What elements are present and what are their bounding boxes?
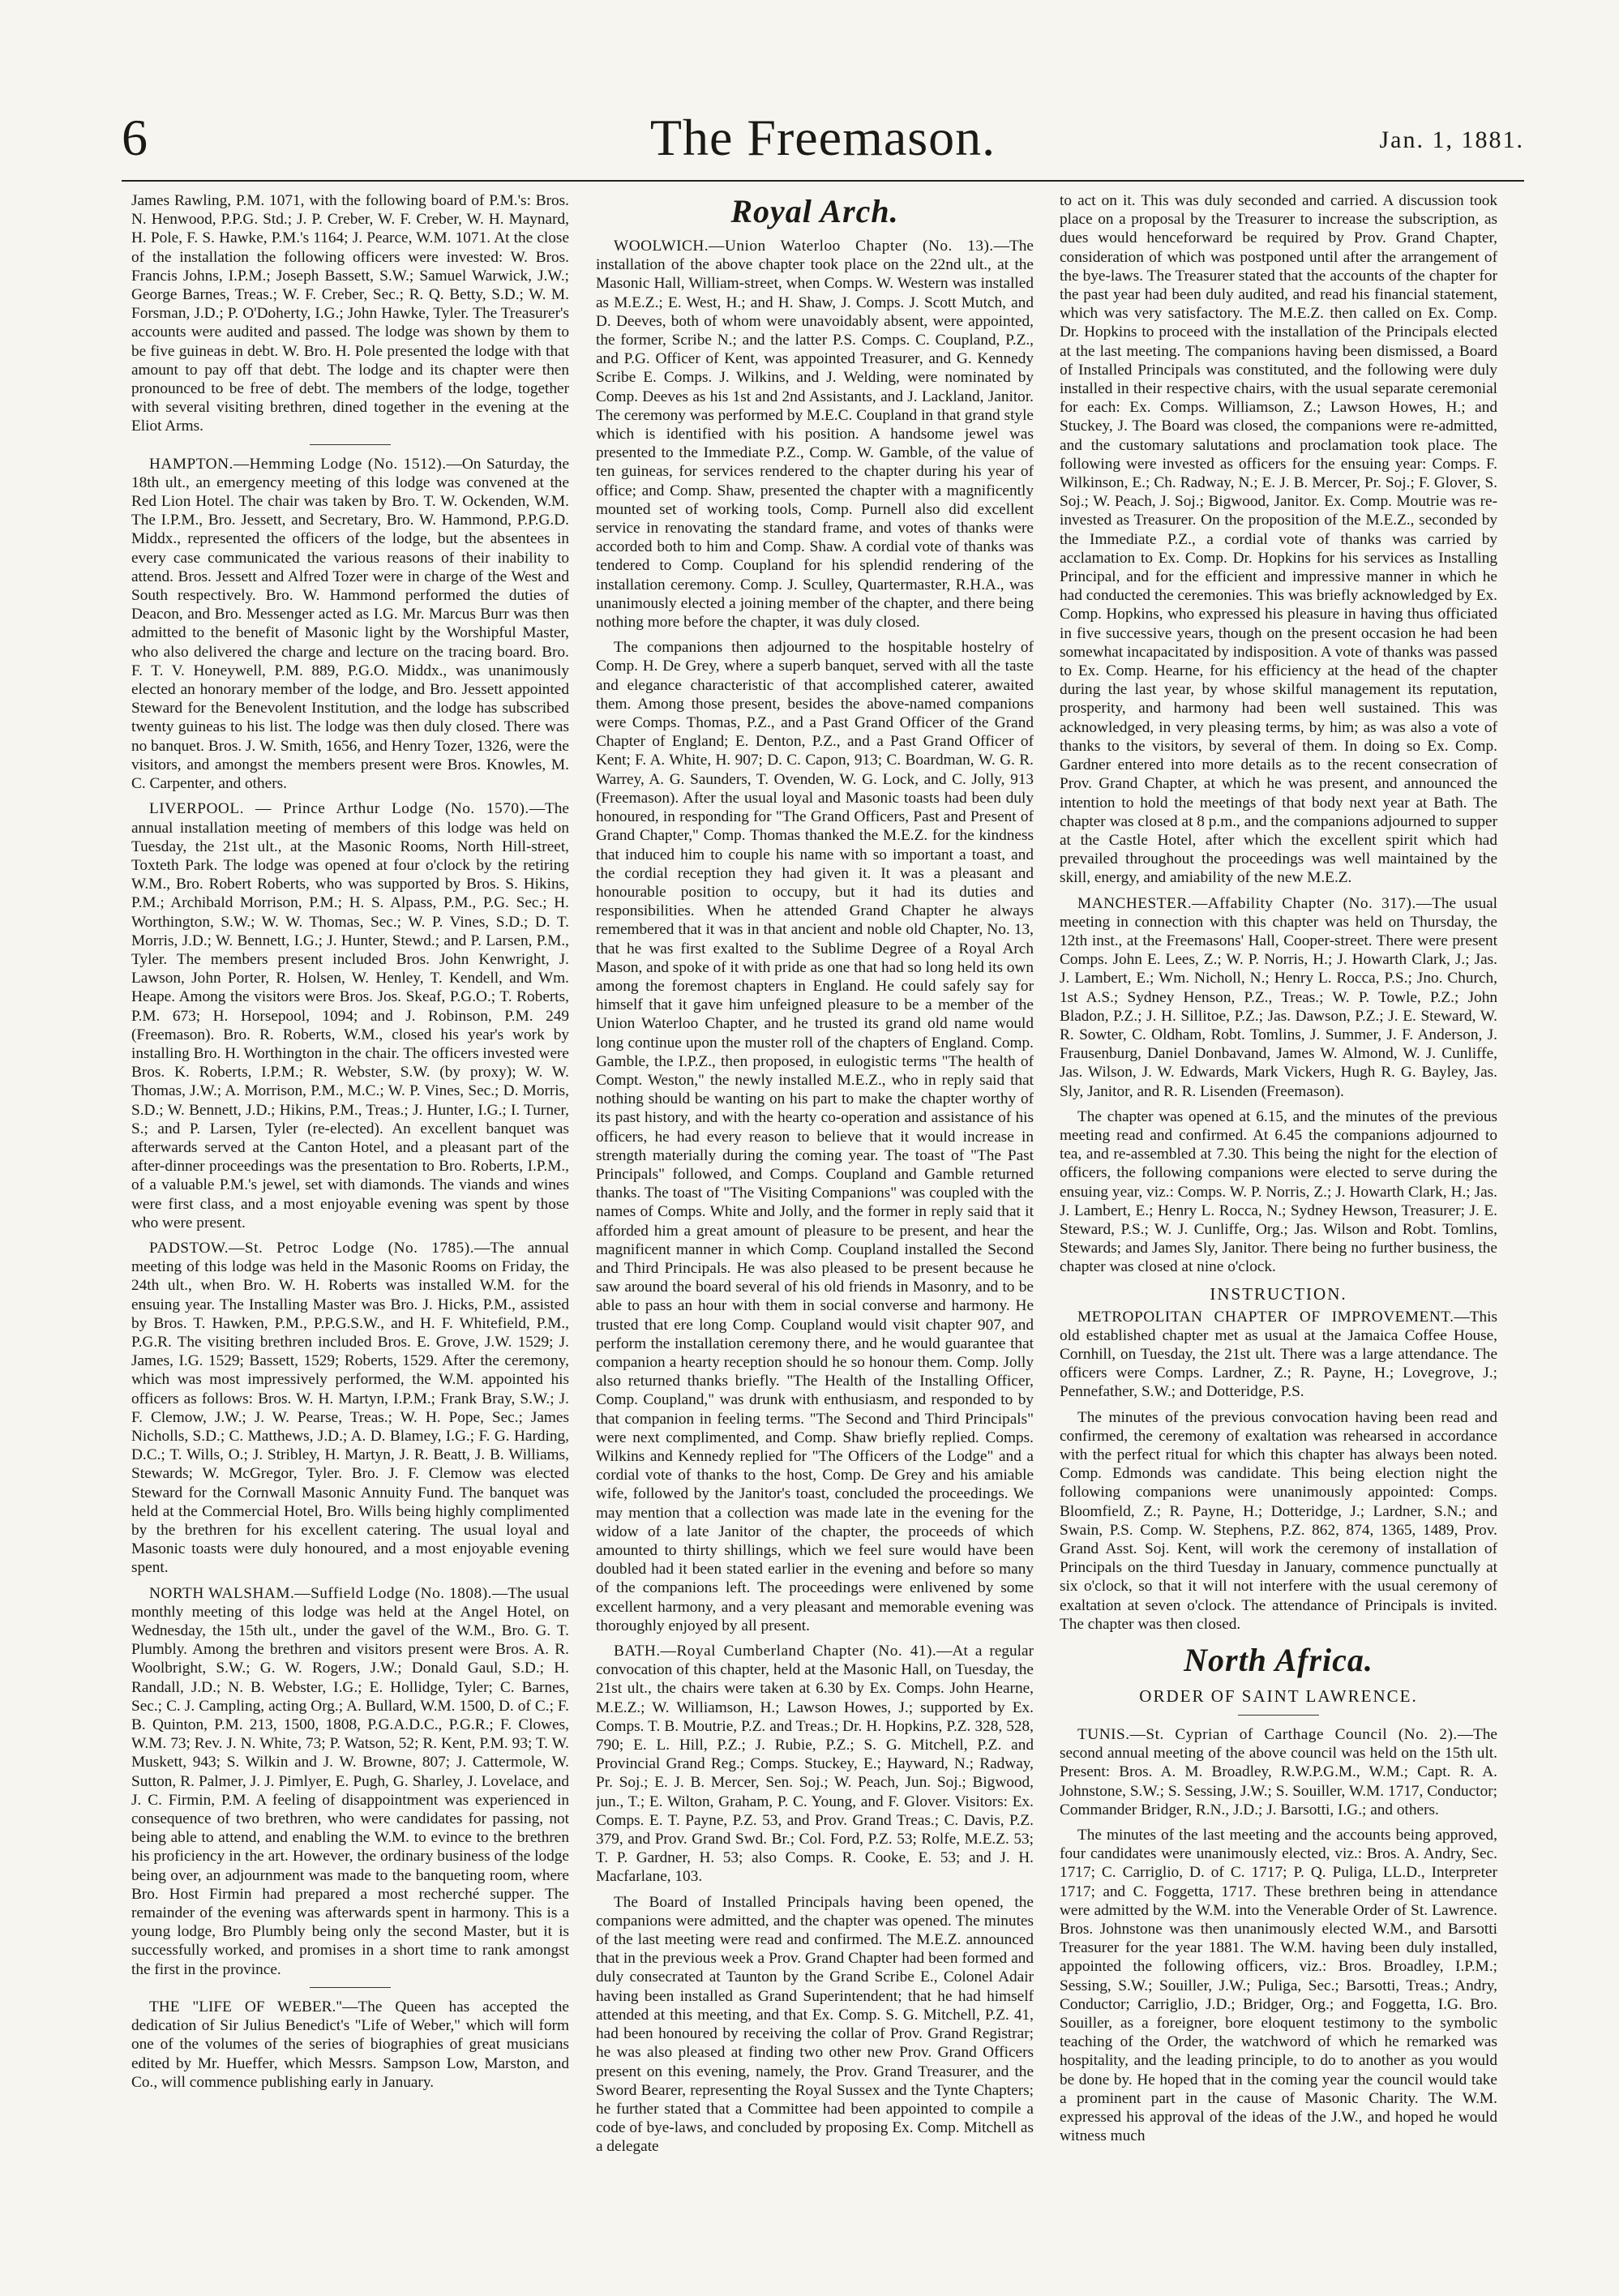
instruction-heading: INSTRUCTION.	[1210, 1283, 1347, 1304]
article-body: —The installation of the above chapter took place on the 22nd ult., at the Masonic Hall, William-street, when Comps. W. Western was installed as M.E.Z.; E. West, H.; and H. Shaw, J. Comps. J. Scott Mutch, and D. Deeves, both of whom were unavoidably absent, were appointed, the former, Scribe N.; and the latter P.S. Comps. C. Coupland, P.Z., and P.G. Officer of Kent, was appointed Treasurer, and G. Kennedy Scribe E. Comps. J. Wilkins, and J. Welding, were nominated by Comp. Deeves as his 1st and 2nd Assistants, and J. Lackland, Janitor. The ceremony was performed by M.E.C. Coupland in that grand style which is identified with his position. A handsome jewel was presented to the Immediate P.Z., Comp. W. Gamble, of the value of ten guineas, for services rendered to the chapter during his year of office; and Comp. Shaw, presented the chapter with a magnificently mounted set of working tools, Comp. Purnell also did excellent service in renovating the standard frame, and votes of thanks were accorded both to him and Comp. Shaw. A cordial vote of thanks was tendered to Comp. Coupland for his splendid rendering of the installation ceremony. Comp. J. Sculley, Quartermaster, R.H.A., was unanimously elected a joining member of the chapter, and there being nothing more before the chapter, it was duly closed.	[596, 238, 1034, 632]
article-lead: WOOLWICH.—Union Waterloo Chapter (No. 13).	[614, 238, 994, 255]
section-title-north-africa: North Africa.	[1184, 1642, 1373, 1679]
article-body: —The usual meeting in connection with this chapter was held on Thursday, the 12th inst., at the Freemasons' Hall, Cooper-street. There were present Comps. John E. Lees, Z.; W. P. Norris, H.; J. Howarth Clark, J.; Jas. J. Lambert, E.; Wm. Nicholl, N.; Henry L. Rocca, P.S.; Jno. Church, 1st A.S.; Sydney Henson, P.Z., Treas.; W. P. Towle, P.Z.; John Bladon, P.Z.; J. H. Sillitoe, P.Z.; Jas. Dawson, P.Z.; J. E. Steward, W. R. Sowter, C. Oldham, Robt. Tomlins, J. Summer, J. F. Anderson, J. Frausenburg, Daniel Donbavand, James W. Almond, W. J. Cunliffe, Jas. Wilson, J. W. Edwards, Mark Vickers, Hugh R. G. Bayley, Jas. Sly, Janitor, and R. R. Lisenden (Freemason).	[1060, 894, 1497, 1100]
column-1	[131, 191, 569, 2267]
article-lead: MANCHESTER.—Affability Chapter (No. 317).	[1077, 894, 1416, 912]
newspaper-title: The Freemason.	[649, 109, 996, 166]
separator	[310, 1987, 391, 1988]
article-north-walsham	[131, 1584, 569, 1979]
article-lead: PADSTOW.—St. Petroc Lodge (No. 1785).	[149, 1239, 475, 1257]
article-woolwich-banquet: The companions then adjourned to the hospitable hostelry of Comp. H. De Grey, where a superb banquet, served with all the taste and elegance characteristic of that accomplished caterer, awaited them. Among those present, besides the above-named companions were Comps. Thomas, P.Z., and a Past Grand Officer of the Grand Chapter of England; E. Denton, P.Z., and a Past Grand Officer of Kent; F. A. White, H. 907; D. C. Capon, 913; C. Boardman, W. G. R. Warrey, A. G. Saunders, T. Ovenden, W. G. Lock, and C. Jolly, 913 (Freemason). After the usual loyal and Masonic toasts had been duly honoured, in responding for "The Grand Officers, Past and Present of Grand Chapter," Comp. Thomas thanked the M.E.Z. for the kindness that induced him to couple his name with so important a toast, and the cordial reception they had given it. It was a pleasant and honourable position to occupy, but it had its duties and responsibilities. When he attended Grand Chapter he always remembered that it was in that ancient and noble old Chapter, No. 13, that he was first exalted to the Sublime Degree of a Royal Arch Mason, and spoke of it with pride as one that had so long held its own among the foremost chapters in England. He could safely say for himself that it gave him unfeigned pleasure to be a member of the Union Waterloo Chapter, and he trusted its grand old name would long continue upon the muster roll of the chapters of England. Comp. Gamble, the I.P.Z., then proposed, in eulogistic terms "The health of Compt. Weston," the newly installed M.E.Z., who in reply said that nothing should be wanting on his part to make the chapter worthy of its past history, and with the hearty co-operation and assistance of his officers, he had every reason to believe that it would increase in strength materially during the coming year. The toast of "The Past Principals" followed, and Comps. Coupland and Gamble returned thanks. The toast of "The Visiting Companions" was coupled with the names of Comps. White and Jolly, and the former in reply said that it afforded him a great amount of pleasure to be present, and hear the magnificent manner in which Comp. Coupland installed the Second and Third Principals. He was also pleased to be present because he saw around the board several of his old friends in Masonry, and to be able to pass an hour with them in social converse and harmony. He trusted that ere long Comp. Coupland would visit chapter 907, and perform the installation ceremony there, and he would guarantee that companion a hearty reception should he so honour them. Comp. Jolly also returned thanks briefly. "The Health of the Installing Officer, Comp. Coupland," was drunk with enthusiasm, and responded to by that companion in feeling terms. "The Second and Third Principals" were next complimented, and Comp. Shaw briefly replied. Comps. Wilkins and Kennedy replied for "The Officers of the Lodge" and a cordial vote of thanks to the host, Comp. De Grey and his amiable wife, followed by the Janitor's toast, concluded the proceedings. We may mention that a collection was made late in the evening for the widow of a late Janitor of the chapter, the proceeds of which amounted to thirty shillings, which we feel sure would have been doubled had it been stated earlier in the evening and before so many of the companions left. The proceedings were enlivened by some excellent harmony, and a very pleasant and memorable evening was thoroughly enjoyed by all present.	[596, 639, 1034, 1634]
article-liverpool	[131, 799, 569, 1232]
article-body: —The second annual meeting of the above council was held on the 15th ult. Present: Bros. A. M. Broadley, R.W.P.G.M., W.M.; Capt. R. A. Johnstone, S.W.; S. Sessing, J.W.; S. Souiller, W.M. 1717, Conductor; Commander Bridger, R.N., J.D.; J. Barsotti, I.G.; and others.	[1060, 1726, 1497, 1818]
article-lead: LIVERPOOL. — Prince Arthur Lodge (No. 1570).	[149, 800, 529, 818]
article-weber: THE "LIFE OF WEBER."—The Queen has accepted the dedication of Sir Julius Benedict's "Life of Weber," which will form one of the volumes of the series of biographies of great musicians edited by Mr. Hueffer, which Messrs. Sampson Low, Marston, and Co., will commence publishing early in January.	[131, 1998, 569, 2091]
page-number: 6	[122, 109, 148, 166]
article-continuation: James Rawling, P.M. 1071, with the following board of P.M.'s: Bros. N. Henwood, P.P.G. Std.; J. P. Creber, W. F. Creber, W. H. Maynard, H. Pole, F. S. Hawke, P.M.'s 1164; J. Pearce, W.M. 1071. At the close of the installation the following officers were invested: W. Bros. Francis Johns, I.P.M.; Joseph Bassett, S.W.; Samuel Warwick, J.W.; George Barnes, Treas.; W. F. Creber, Sec.; R. Q. Betty, S.D.; W. M. Forsman, J.D.; P. O'Doherty, I.G.; John Hawke, Tyler. The Treasurer's accounts were audited and passed. The lodge was shown by them to be five guineas in debt. W. Bro. H. Pole presented the lodge with that amount to pay off that debt. The lodge and its chapter were then pronounced to be free of debt. The members of the lodge, together with several visiting brethren, dined together in the evening at the Eliot Arms.	[131, 192, 569, 435]
article-bath-body: The Board of Installed Principals having been opened, the companions were admitted, and the chapter was opened. The minutes of the last meeting were read and confirmed. The M.E.Z. announced that in the previous week a Prov. Grand Chapter had been formed and duly consecrated at Taunton by the Grand Scribe E., Colonel Adair having been installed as Grand Superintendent; that he had himself attended at this meeting, and that Ex. Comp. S. G. Mitchell, P.Z. 41, had been honoured by receiving the collar of Prov. Grand Registrar; he was also pleased at finding two other new Prov. Grand Officers present on this evening, namely, the Prov. Grand Treasurer, and the Sword Bearer, representing the Royal Sussex and the Tynte Chapters; he further stated that a Committee had been appointed to compile a code of bye-laws, and concluded by proposing Ex. Comp. Mitchell as a delegate	[596, 1893, 1034, 2156]
article-tunis	[1060, 1725, 1497, 1819]
article-lead: TUNIS.—St. Cyprian of Carthage Council (No. 2).	[1077, 1726, 1458, 1744]
article-body: —The usual monthly meeting of this lodge was held at the Angel Hotel, on Wednesday, the 15th ult., under the gavel of the W.M., Bro. G. T. Plumbly. Among the brethren and visitors present were Bros. A. R. Woolbright, S.W.; G. W. Rogers, J.W.; Donald Gaul, S.D.; H. Randall, J.D.; N. B. Webster, I.G.; E. Hollidge, Tyler; C. Barnes, Sec.; C. J. Campling, acting Org.; A. Bullard, W.M. 1500, D. of C.; F. B. Quinton, P.M. 213, 1500, 1808, P.G.A.D.C., P.G.R.; F. Clowes, W.M. 73; Rev. J. N. White, 73; P. Watson, 52; R. Kent, P.M. 93; T. W. Muskett, 943; S. Wilkin and J. W. Browne, 807; J. Cattermole, W. Sutton, R. Palmer, J. J. Pimlyer, E. Pugh, G. Sharley, J. Lovelace, and J. C. Firmin, P.M. A feeling of disappointment was experienced in consequence of two brethren, who were candidates for passing, not being able to attend, and enabling the W.M. to evince to the brethren his proficiency in the art. However, the ordinary business of the lodge being over, an adjournment was made to the banqueting room, where Bro. Host Firmin had prepared a most recherché supper. The remainder of the evening was afterwards spent in harmony. This is a young lodge, Bro Plumbly being only the second Master, but it is successfully worked, and promises in a short time to rank amongst the first in the province.	[131, 1584, 569, 1978]
header-rule	[122, 180, 1524, 182]
column-2	[596, 191, 1034, 2267]
article-metropolitan	[1060, 1308, 1497, 1402]
article-manchester	[1060, 894, 1497, 1101]
article-metropolitan-body: The minutes of the previous convocation having been read and confirmed, the ceremony of exaltation was rehearsed in accordance with the perfect ritual for which this chapter has always been noted. Comp. Edmonds was candidate. This being election night the following companions were unanimously appointed: Comps. Bloomfield, Z.; R. Payne, H.; Dotteridge, J.; Lardner, S.N.; and Swain, P.S. Comp. W. Stephens, P.Z. 862, 874, 1365, 1489, Prov. Grand Asst. Soj. Kent, will work the ceremony of installation of Principals on the third Tuesday in January, commence punctually at six o'clock, so that it will not interfere with the usual ceremony of exaltation at seven o'clock. The attendance of Principals is invited. The chapter was then closed.	[1060, 1408, 1497, 1633]
column-3	[1060, 191, 1497, 2267]
article-padstow	[131, 1239, 569, 1578]
article-tunis-body: The minutes of the last meeting and the accounts being approved, four candidates were unanimously elected, viz.: Bros. A. Andry, Sec. 1717; C. Carriglio, D. of C. 1717; P. Q. Puliga, LL.D., Interpreter 1717; and C. Foggetta, 1717. These brethren being in attendance were admitted by the W.M. into the Venerable Order of St. Lawrence. Bros. Johnstone was then unanimously elected W.M., and Barsotti Treasurer for the year 1881. The W.M. having been duly installed, appointed the following officers, viz.: Bros. Broadley, I.P.M.; Sessing, S.W.; Souiller, J.W.; Puliga, Sec.; Barsotti, Treas.; Andry, Conductor; Carriglio, J.D.; Bridger, Org.; and Foggetta, I.G. Bro. Souiller, as a foreigner, bore eloquent testimony to the symbolic teaching of the Order, the watchword of which he remarked was hospitality, and the leading principle, to do to another as you would be done by. He hoped that in the coming year the council would take a prominent part in the cause of Masonic Charity. The W.M. expressed his approval of the ideas of the J.W., and hoped he would witness much	[1060, 1827, 1497, 2145]
article-manchester-body: The chapter was opened at 6.15, and the minutes of the previous meeting read and confirmed. At 6.45 the companions adjourned to tea, and re-assembled at 7.30. This being the night for the election of officers, the following companions were elected to serve during the ensuing year, viz.: Comps. W. P. Norris, Z.; J. Howarth Clark, H.; Jas. J. Lambert, E.; Henry L. Rocca, N.; Sydney Hewson, Treasurer; J. E. Steward, P.S.; W. J. Cunliffe, Org.; Jas. Wilson and Robt. Tomlins, Stewards; and James Sly, Janitor. There being no further business, the chapter was closed at nine o'clock.	[1060, 1107, 1497, 1276]
order-heading: ORDER OF SAINT LAWRENCE.	[1139, 1686, 1418, 1707]
article-body: —The annual meeting of this lodge was held in the Masonic Rooms on Friday, the 24th ult., when Bro. W. H. Roberts was installed W.M. for the ensuing year. The Installing Master was Bro. J. Hicks, P.M., assisted by Bros. T. Hawken, P.M., P.P.G.S.W., and H. F. Whitefield, P.M., P.G.R. The visiting brethren included Bros. E. Grove, J.W. 1529; J. James, I.G. 1529; Bassett, 1529; Roberts, 1529. After the ceremony, which was most impressively performed, the W.M. appointed his officers as follows: Bros. W. H. Martyn, I.P.M.; Frank Bray, S.W.; J. F. Clemow, J.W.; J. W. Pearse, Treas.; W. H. Pope, Sec.; James Nicholls, S.D.; C. Matthews, J.D.; A. D. Blamey, I.G.; F. G. Harding, D.C.; T. Wills, O.; J. Stribley, H. Martyn, J. R. Beatt, J. B. Williams, Stewards; W. McGregor, Tyler. Bro. J. F. Clemow was elected Steward for the Cornwall Masonic Annuity Fund. The banquet was held at the Commercial Hotel, Bro. Wills being highly complimented by the brethren for his excellent catering. The usual loyal and Masonic toasts were duly honoured, and a most enjoyable evening spent.	[131, 1239, 569, 1577]
article-body: —The annual installation meeting of members of this lodge was held on Tuesday, the 21st ult., at the Masonic Rooms, North Hill-street, Toxteth Park. The lodge was opened at four o'clock by the retiring W.M., Bro. Robert Roberts, who was supported by Bros. S. Hikins, P.M.; Archibald Morrison, P.M.; H. S. Alpass, P.M., P.G. Sec.; H. Worthington, S.W.; W. W. Thomas, Sec.; W. P. Vines, S.D.; D. T. Morris, J.D.; W. Bennett, I.G.; J. Hunter, Stewd.; and P. Larsen, P.M., Tyler. The members present included Bros. John Kenwright, J. Lawson, John Porter, R. Holsen, W. Henley, T. Kendell, and Wm. Heape. Among the visitors were Bros. Jos. Skeaf, P.G.O.; T. Roberts, P.M. 673; H. Horsepool, 1094; and J. Robinson, P.M. 249 (Freemason). Bro. R. Roberts, W.M., closed his year's work by installing Bro. H. Worthington in the chair. The officers invested were Bros. K. Roberts, I.P.M.; R. Webster, S.W. (by proxy); W. W. Thomas, J.W.; A. Morrison, P.M., M.C.; W. P. Vines, Sec.; D. Morris, S.D.; W. Bennett, J.D.; Hikins, P.M., Treas.; J. Hunter, I.G.; I. Turner, S.; and P. Larsen, Tyler (re-elected). An excellent banquet was afterwards served at the Canton Hotel, and a pleasant part of the after-dinner proceedings was the presentation to Bro. Roberts, I.P.M., of a valuable P.M.'s jewel, set with diamonds. The viands and wines were first class, and a most enjoyable evening was spent by those who were present.	[131, 800, 569, 1232]
article-lead: BATH.—Royal Cumberland Chapter (No. 41).	[614, 1643, 937, 1660]
article-bath	[596, 1642, 1034, 1887]
article-woolwich	[596, 237, 1034, 632]
article-lead: METROPOLITAN CHAPTER OF IMPROVEMENT.	[1077, 1308, 1454, 1326]
article-lead: NORTH WALSHAM.—Suffield Lodge (No. 1808).	[149, 1584, 492, 1602]
article-body: —On Saturday, the 18th ult., an emergency meeting of this lodge was convened at the Red Lion Hotel. The chair was taken by Bro. T. W. Ockenden, W.M. The I.P.M., Bro. Jessett, and Secretary, Bro. W. Hammond, P.P.G.D. Middx., represented the officers of the lodge, but the absentees in every case communicated the various reasons of their inability to attend. Bros. Jessett and Alfred Tozer were in charge of the West and South respectively. Bro. W. Hammond performed the duties of Deacon, and Bro. Messenger acted as I.G. Mr. Marcus Burr was then admitted to the benefit of Masonic light by the Worshipful Master, who also delivered the charge and lecture on the tracing board. Bro. F. T. V. Honeywell, P.M. 889, P.G.O. Middx., was unanimously elected an honorary member of the lodge, and Bro. Jessett appointed Steward for the Benevolent Institution, and the lodge has subscribed twenty guineas to his list. The lodge was then duly closed. There was no banquet. Bros. J. W. Smith, 1656, and Henry Tozer, 1326, were the visitors, and amongst the members present were Bros. Knowles, M. C. Carpenter, and others.	[131, 455, 569, 793]
issue-date: Jan. 1, 1881.	[1379, 126, 1524, 153]
article-bath-continued: to act on it. This was duly seconded and carried. A discussion took place on a proposal by the Treasurer to increase the subscription, as dues would henceforward be required by Prov. Grand Chapter, consideration of which was postponed until after the arrangement of the bye-laws. The Treasurer stated that the accounts of the chapter for the past year had been duly audited, and read his financial statement, which was very satisfactory. The M.E.Z. then called on Ex. Comp. Dr. Hopkins to proceed with the installation of the Principals elected at the last meeting. The companions having been dismissed, a Board of Installed Principals was constituted, and the following were duly installed in their respective chairs, with the usual separate ceremonial for each: Ex. Comps. Williamson, Z.; Lawson Howes, H.; and Stuckey, J. The Board was closed, the companions were re-admitted, and the customary salutations and proclamation took place. The following were invested as officers for the ensuing year: Comps. F. Wilkinson, E.; Ch. Radway, N.; E. J. B. Mercer, Pr. Soj.; F. Glover, S. Soj.; W. Peach, J. Soj.; Bigwood, Janitor. Ex. Comp. Moutrie was re-invested as Treasurer. On the proposition of the M.E.Z., seconded by the Immediate P.Z., a cordial vote of thanks was carried by acclamation to Ex. Comp. Dr. Hopkins for his services as Installing Principal, and for the efficient and impressive manner in which he had conducted the ceremonies. This was briefly acknowledged by Ex. Comp. Hopkins, who expressed his pleasure in having thus officiated in five successive years, though on the present occasion he had been somewhat incapacitated by indisposition. A vote of thanks was passed to Ex. Comp. Hearne, for his efficiency at the head of the chapter during the last year, by whose skilful management its reputation, prosperity, and harmony had been well sustained. This was acknowledged, in very pleasing terms, by him; as was also a vote of thanks to the visitors, by several of them. In doing so Ex. Comp. Gardner entered into more details as to the recent consecration of Prov. Grand Chapter, at which he was present, and announced the intention to hold the meetings of that body next year at Bath. The chapter was closed at 8 p.m., and the companions adjourned to supper at the Castle Hotel, after which the excellent spirit which had prevailed throughout the proceedings was well maintained by the skill, energy, and amiability of the new M.E.Z.	[1060, 192, 1497, 887]
separator	[1238, 1715, 1319, 1716]
article-lead: HAMPTON.—Hemming Lodge (No. 1512).	[149, 455, 447, 473]
section-title-royal-arch: Royal Arch.	[730, 193, 899, 229]
separator	[310, 444, 391, 445]
article-body: —At a regular convocation of this chapter, held at the Masonic Hall, on Tuesday, the 21st ult., the chairs were taken at 6.30 by Ex. Comps. John Hearne, M.E.Z.; W. Williamson, H.; Lawson Howes, J.; supported by Ex. Comps. T. B. Moutrie, P.Z. and Treas.; Dr. H. Hopkins, P.Z. 328, 528, 790; E. L. Hill, P.Z.; J. Rubie, P.Z.; S. G. Mitchell, P.Z. and Provincial Grand Reg.; Comps. Stuckey, E.; Hayward, N.; Radway, Pr. Soj.; E. J. B. Mercer, Sen. Soj.; W. Peach, Jun. Soj.; Bigwood, jun., T.; E. Wilton, Graham, P. C. Young, and F. Glover. Visitors: Ex. Comps. E. T. Payne, P.Z. 53, and Prov. Grand Treas.; C. Davis, P.Z. 379, and Prov. Grand Swd. Br.; Col. Ford, P.Z. 53; Rolfe, M.E.Z. 53; T. P. Gardner, H. 53; also Comps. R. Cooke, E. 53; and J. H. Macfarlane, 103.	[596, 1643, 1034, 1886]
article-body: —This old established chapter met as usual at the Jamaica Coffee House, Cornhill, on Tuesday, the 21st ult. There was a large attendance. The officers were Comps. Lardner, Z.; R. Payne, H.; Lovegrove, J.; Pennefather, S.W.; and Dotteridge, P.S.	[1060, 1308, 1497, 1401]
article-hampton	[131, 455, 569, 794]
masthead	[122, 105, 1524, 178]
